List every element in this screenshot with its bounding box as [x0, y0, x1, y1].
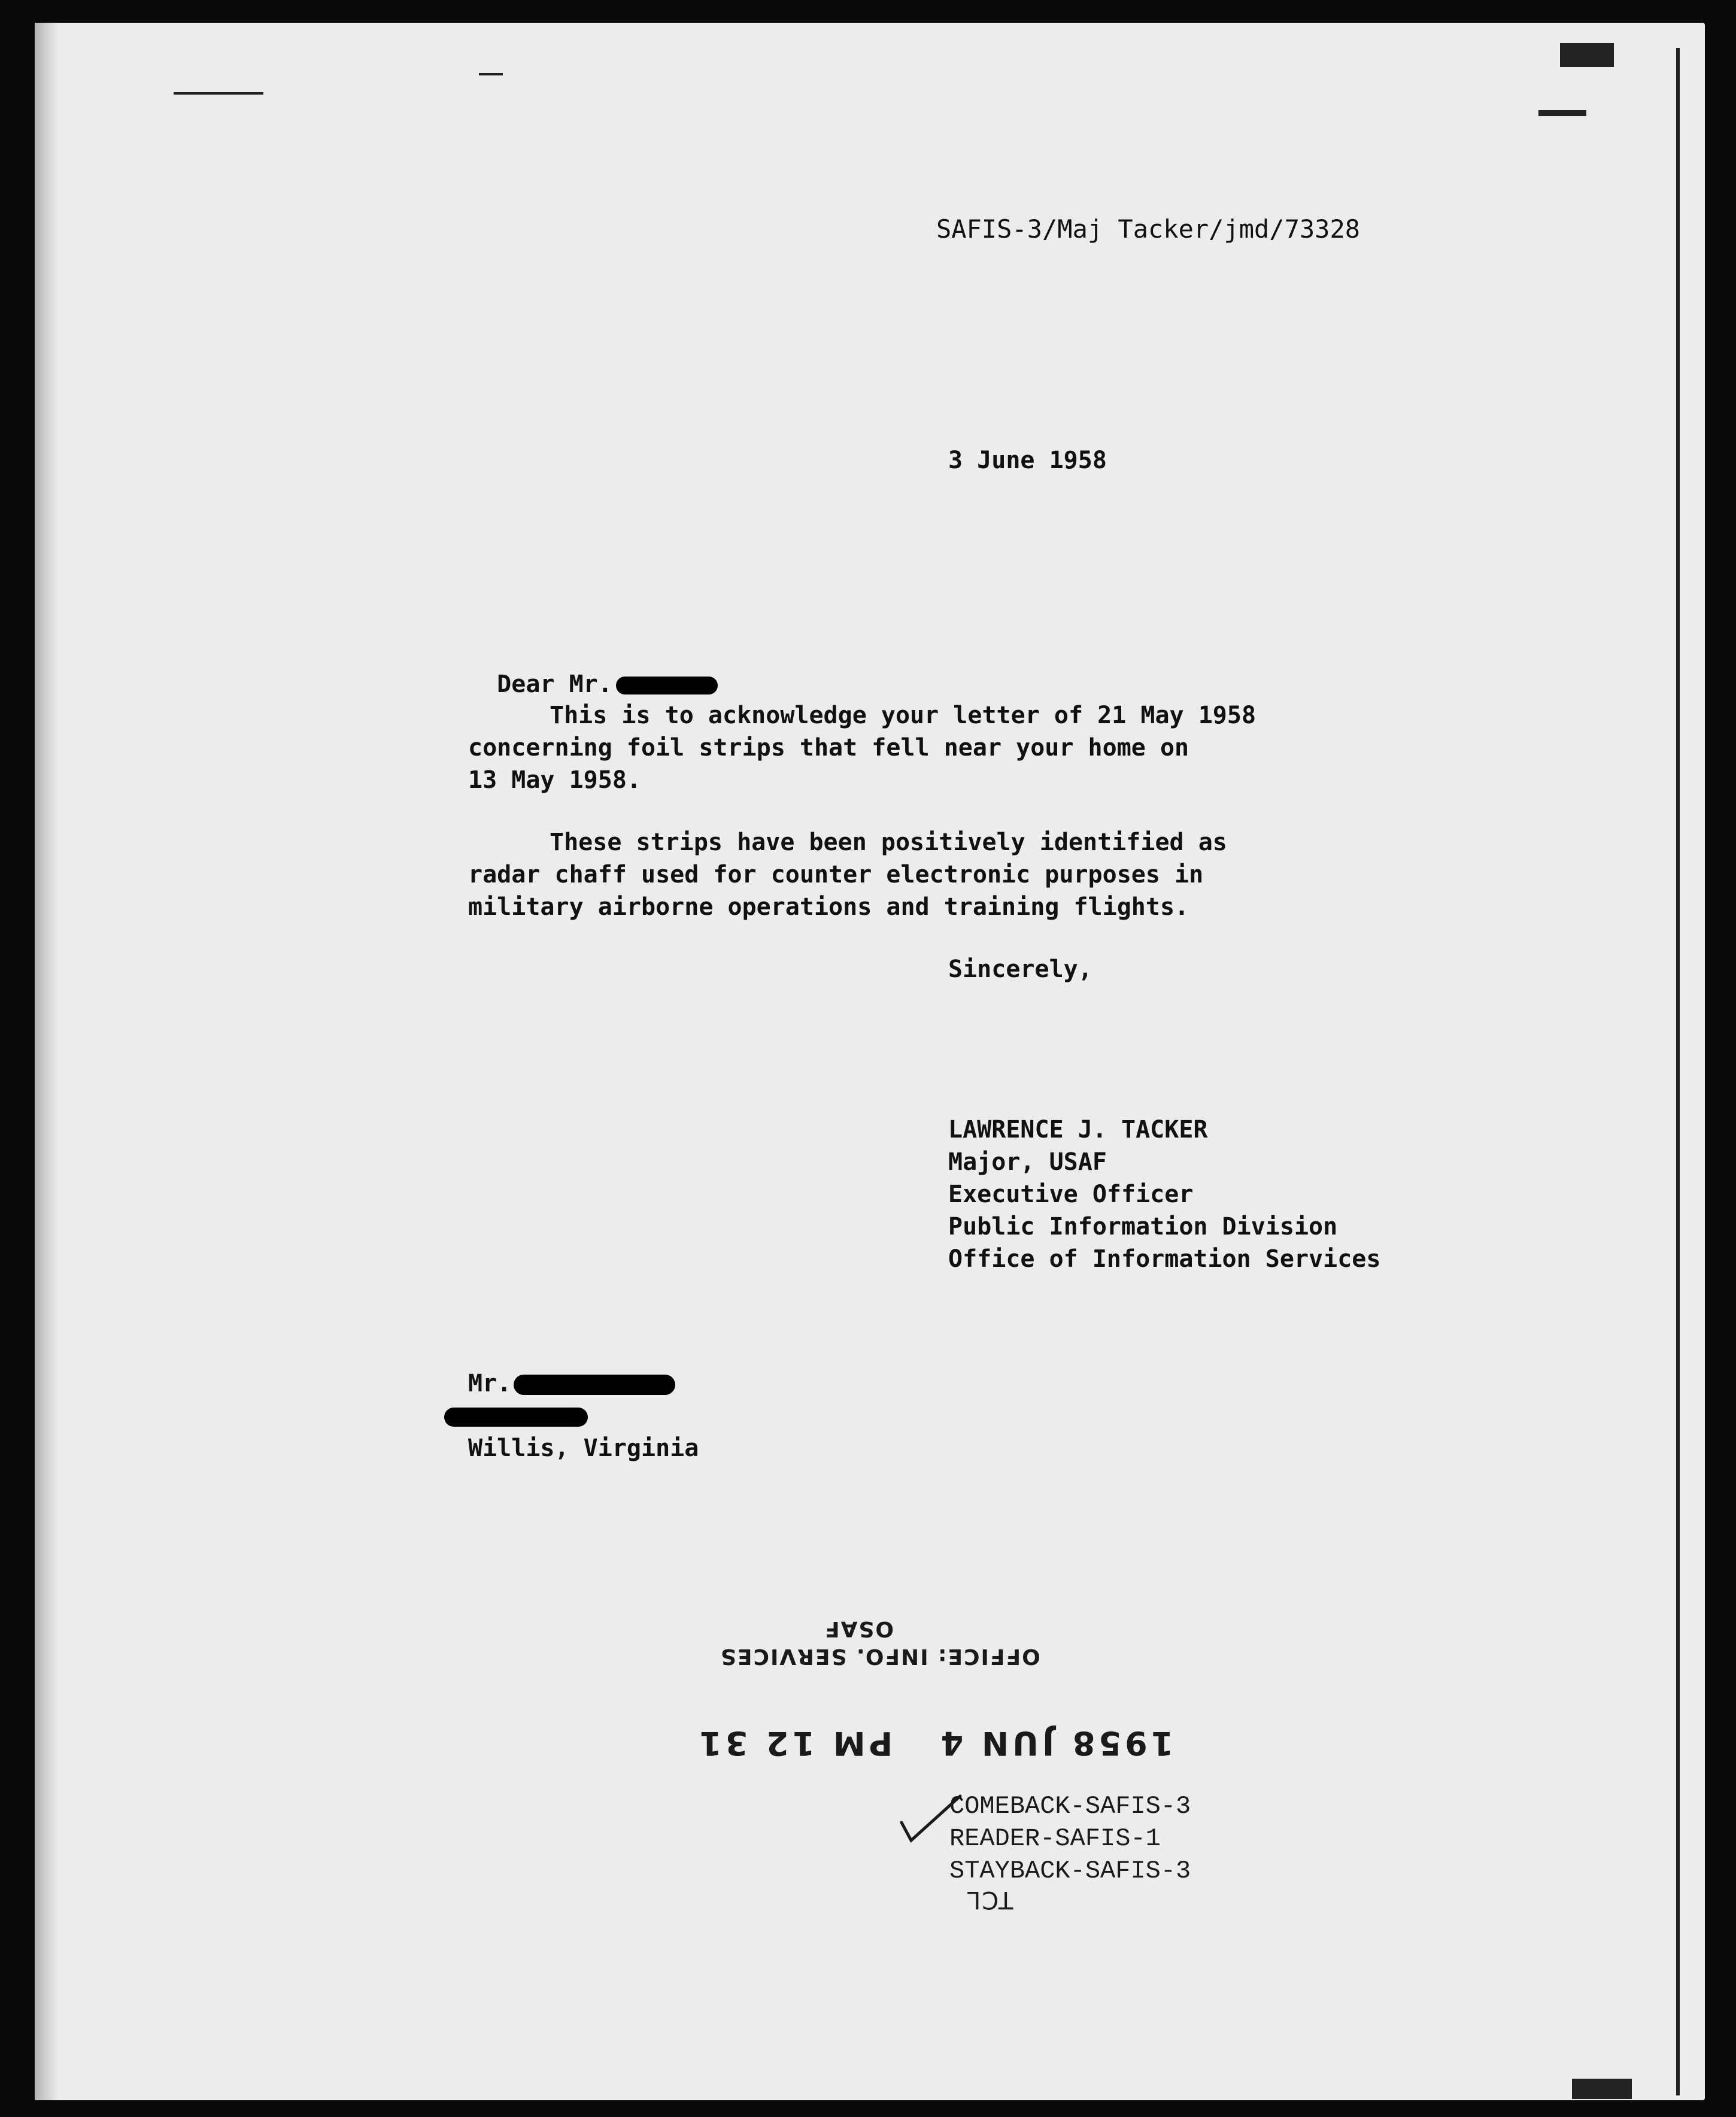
- salutation: [468, 636, 718, 700]
- signer-title: Executive Officer: [948, 1181, 1194, 1208]
- body-line: These strips have been positively identified as: [550, 829, 1227, 856]
- body-line: military airborne operations and training flights.: [468, 893, 1189, 921]
- scan-mark-top-center: [479, 73, 503, 75]
- signer-office: Office of Information Services: [948, 1245, 1381, 1273]
- redacted-surname: [616, 677, 718, 694]
- document-page: [35, 23, 1705, 2100]
- stamp-office: OFFICE: INFO. SERVICES: [720, 1644, 1040, 1669]
- file-reference: SAFIS-3/Maj Tacker/jmd/73328: [936, 214, 1361, 244]
- recipient-prefix: Mr.: [468, 1370, 512, 1397]
- recipient-name-line: [468, 1367, 699, 1400]
- page-edge-shadow: [35, 23, 59, 2100]
- scan-mark-top-left: [174, 92, 263, 95]
- signer-rank: Major, USAF: [948, 1148, 1107, 1176]
- recipient-city: Willis, Virginia: [468, 1434, 699, 1462]
- letter-date: 3 June 1958: [948, 447, 1107, 474]
- routing-line: COMEBACK-SAFIS-3: [949, 1792, 1191, 1821]
- body-line: concerning foil strips that fell near your home on: [468, 734, 1189, 762]
- scan-mark-right: [1538, 110, 1586, 116]
- typist-initials: TCL: [966, 1886, 1013, 1913]
- recipient-address: [468, 1367, 699, 1464]
- body-line: This is to acknowledge your letter of 21 May 1958: [550, 702, 1257, 729]
- redacted-recipient-name: [514, 1375, 675, 1395]
- signature-block: [948, 1114, 1380, 1275]
- routing-list: [949, 1790, 1191, 1887]
- recipient-street-line: [468, 1400, 699, 1432]
- closing: Sincerely,: [948, 956, 1092, 983]
- stamp-date: 1958 JUN 4 PM 12 31: [696, 1724, 1174, 1762]
- routing-line: READER-SAFIS-1: [949, 1824, 1161, 1853]
- body-line: radar chaff used for counter electronic purposes in: [468, 861, 1204, 888]
- stamp-agency: OSAF: [824, 1616, 894, 1641]
- page-right-edge: [1676, 48, 1680, 2095]
- scan-mark-bottom-right: [1572, 2079, 1632, 2099]
- body-paragraph-1: [468, 699, 1256, 796]
- body-line: 13 May 1958.: [468, 766, 641, 794]
- signer-division: Public Information Division: [948, 1213, 1338, 1241]
- scan-mark-top-right: [1560, 43, 1614, 67]
- redacted-street-address: [444, 1408, 588, 1427]
- signer-name: LAWRENCE J. TACKER: [948, 1116, 1208, 1144]
- body-paragraph-2: [468, 826, 1227, 923]
- routing-line: STAYBACK-SAFIS-3: [949, 1857, 1191, 1885]
- salutation-text: Dear Mr.: [497, 671, 612, 698]
